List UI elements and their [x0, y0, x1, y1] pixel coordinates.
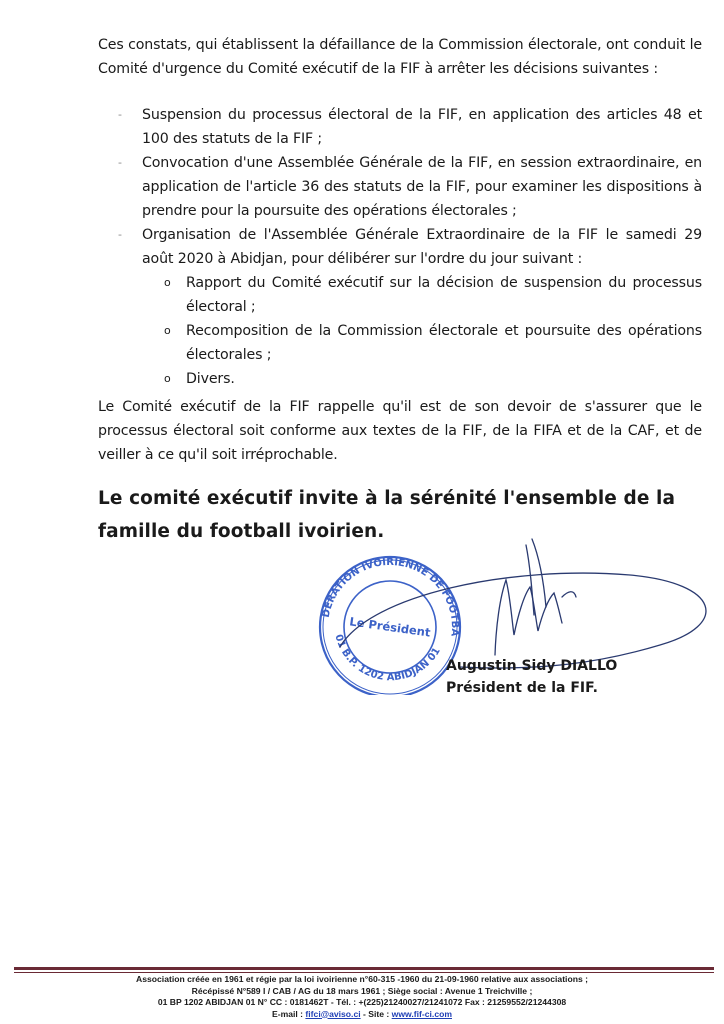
intro-paragraph: Ces constats, qui établissent la défaillance de la Commission électorale, ont conduit le Comité d'urgence du Comité exécutif de la FIF à arrêter les décisions suivantes : [98, 37, 702, 77]
footer-line: Association créée en 1961 et régie par la loi ivoirienne n°60-315 -1960 du 21-09-1960 relative aux associations ; [136, 974, 588, 984]
decision-item: - Suspension du processus électoral de la FIF, en application des articles 48 et 100 des statuts de la FIF ; [142, 103, 702, 151]
footer-line: Récépissé N°589 I / CAB / AG du 18 mars 1961 ; Siège social : Avenue 1 Treichville ; [191, 985, 533, 996]
footer-divider-thin [14, 972, 714, 973]
footer-divider [14, 967, 714, 970]
decision-item: - Convocation d'une Assemblée Générale de la FIF, en session extraordinaire, en application de l'article 36 des statuts de la FIF, pour examiner les dispositions à prendre pour la poursuite des opérations électorales ; [142, 151, 702, 223]
dash-bullet-icon: - [118, 108, 122, 121]
circle-bullet-icon: o [164, 372, 171, 385]
agenda-item: o Divers. [186, 367, 702, 391]
website-link[interactable]: www.fif-ci.com [391, 1008, 452, 1019]
agenda-list [164, 271, 702, 391]
stamp-ring-bottom-text: 01 B.P. 1202 ABIDJAN 01 [332, 633, 443, 684]
stamp-center-text: Le Président [348, 614, 432, 640]
decisions-list [118, 103, 702, 391]
dash-bullet-icon: - [118, 228, 122, 241]
site-label: - Site : [360, 1008, 392, 1019]
signatory [446, 655, 617, 699]
circle-bullet-icon: o [164, 276, 171, 289]
dash-bullet-icon: - [118, 156, 122, 169]
invite-statement: Le comité exécutif invite à la sérénité l'ensemble de la famille du football ivoirien. [98, 488, 676, 542]
letterhead-footer [0, 974, 724, 1020]
stamp-ring-top-text: FEDERATION IVOIRIENNE DE FOOTBALL [320, 556, 461, 637]
signer-title: Président de la FIF. [446, 680, 598, 696]
agenda-item: o Recomposition de la Commission électorale et poursuite des opérations électorales ; [186, 319, 702, 367]
footer-line: 01 BP 1202 ABIDJAN 01 N° CC : 0181462T - Tél. : +(225)21240027/21241072 Fax : 21259552/21244308 [157, 997, 567, 1007]
email-link[interactable]: fifci@aviso.ci [305, 1008, 361, 1019]
agenda-item: o Rapport du Comité exécutif sur la décision de suspension du processus électoral ; [186, 271, 702, 319]
outro-paragraph: Le Comité exécutif de la FIF rappelle qu'il est de son devoir de s'assurer que le processus électoral soit conforme aux textes de la FIF, de la FIFA et de la CAF, et de veiller à ce qu'il soit irréprochable. [98, 399, 702, 463]
footer-contact-line [0, 1009, 724, 1021]
circle-bullet-icon: o [164, 324, 171, 337]
decision-item: - Organisation de l'Assemblée Générale Extraordinaire de la FIF le samedi 29 août 2020 à Abidjan, pour délibérer sur l'ordre du jour suivant : o Rapport du Comité exécutif sur la décision de suspension du processus électoral ; o Recomposition de la Commission électorale et poursuite des opérations électorales ; o Divers. [142, 223, 702, 391]
email-label: E-mail : [271, 1008, 306, 1019]
signer-name: Augustin Sidy DIALLO [446, 658, 618, 674]
